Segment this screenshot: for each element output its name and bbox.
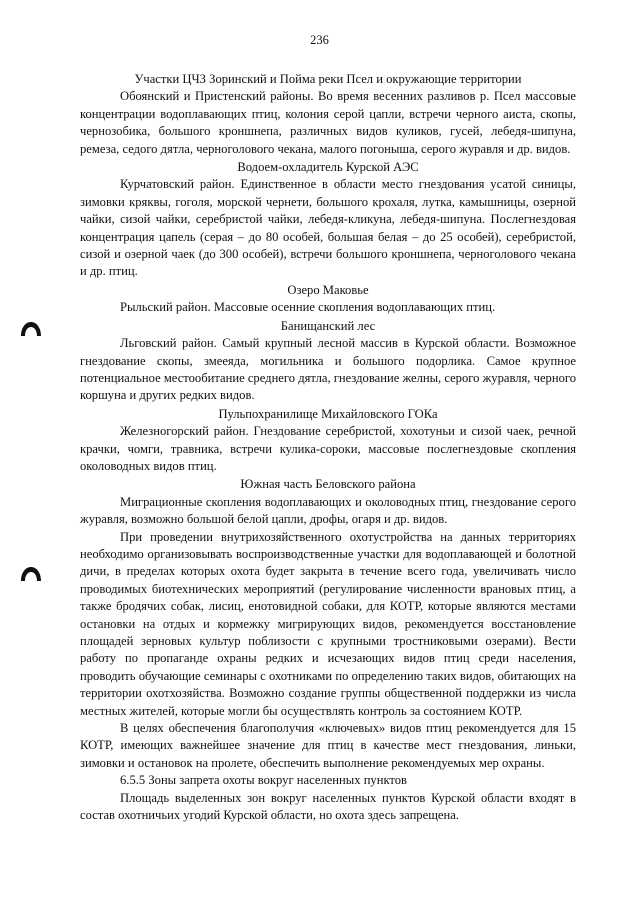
section-heading-kursk-npp: Водоем-охладитель Курской АЭС xyxy=(237,160,419,175)
punch-hole-mark-bottom xyxy=(20,566,42,582)
page-number: 236 xyxy=(310,33,329,47)
section-heading-belovsky: Южная часть Беловского района xyxy=(240,477,416,492)
section-paragraph-belovsky: Миграционные скопления водоплавающих и околоводных птиц, гнездование серого журавля, возможно большой белой цапли, дрофы, огаря и др. видов. xyxy=(80,494,576,527)
punch-hole-mark-top xyxy=(20,321,42,337)
section-paragraph-makovye: Рыльский район. Массовые осенние скопления водоплавающих птиц. xyxy=(120,300,496,315)
section-paragraph-zorinsky: Обоянский и Пристенский районы. Во время весенних разливов р. Псел массовые концентрации водоплавающих птиц, колония серой цапли, встречи черного аиста, скопы, чернозобика, большого кроншнепа, различных видов куликов, гусей, лебедя-шипуна, ремеза, седого дятла, черноголового чекана, малого погоныша, серого журавля и др. видов. xyxy=(80,89,576,156)
section-heading-mikhailovsky: Пульпохранилище Михайловского ГОКа xyxy=(218,406,438,421)
section-paragraph-key-species: В целях обеспечения благополучия «ключевых» видов птиц рекомендуется для 15 КОТР, имеющих важнейшее значение для птиц в качестве мест гнездования, линьки, зимовки и остановок на пролете, обеспечить выполнение рекомендуемых мер охраны. xyxy=(80,721,576,770)
section-heading-zorinsky: Участки ЦЧЗ Зоринский и Пойма реки Псел и окружающие территории xyxy=(134,72,522,86)
section-heading-makovye: Озеро Маковье xyxy=(287,282,369,297)
document-body xyxy=(80,71,576,824)
subsection-paragraph: Площадь выделенных зон вокруг населенных пунктов Курской области входят в состав охотничьих угодий Курской области, но охота здесь запрещена. xyxy=(80,790,576,823)
section-paragraph-mikhailovsky: Железногорский район. Гнездование серебристой, хохотуньи и сизой чаек, речной крачки, чомги, травника, встречи кулика-сороки, массовые послегнездовые скопления околоводных видов птиц. xyxy=(80,424,576,473)
section-heading-banishchansky: Банищанский лес xyxy=(280,318,376,333)
section-paragraph-kursk-npp: Курчатовский район. Единственное в области место гнездования усатой синицы, зимовки кряквы, гоголя, морской чернети, большого крохаля, лутка, камышницы, озерной чайки, сизой чайки, серебристой чайки, лебедя-кликуна, лебедя-шипуна. Послегнездовая концентрация цапель (серая – до 80 особей, большая белая – до 25 особей), серебристой, сизой и озерной чаек (до 300 особей), встречи большого кроншнепа, черноголового чекана и др. птиц. xyxy=(80,177,576,279)
section-paragraph-hunting-management: При проведении внутрихозяйственного охотустройства на данных территориях необходимо организовывать воспроизводственные участки для водоплавающей и болотной дичи, в пределах которых охота будет закрыта в течение всего года, увеличивать число проводимых биотехнических мероприятий (регулирование численности врановых птиц, а также бродячих собак, лисиц, енотовидной собаки, для КОТР, которые являются местами остановки на отдых и кормежку мигрирующих видов, рекомендуется восстановление площадей зерновых культур поблизости с крупными тростниковыми озерами). Вести работу по пропаганде охраны редких и исчезающих видов птиц среди населения, проводить обучающие семинары с охотниками по определению таких видов, обитающих на территории охотхозяйства. Возможно создание группы общественной поддержки из числа местных жителей, которые могли бы осуществлять контроль за состоянием КОТР. xyxy=(80,529,576,718)
section-paragraph-banishchansky: Льговский район. Самый крупный лесной массив в Курской области. Возможное гнездование скопы, змееяда, могильника и большого подорлика. Самое крупное потенциальное местообитание среднего дятла, гнездование желны, серого журавля, черного коршуна и других редких видов. xyxy=(80,336,577,403)
subsection-heading: 6.5.5 Зоны запрета охоты вокруг населенных пунктов xyxy=(120,773,408,788)
